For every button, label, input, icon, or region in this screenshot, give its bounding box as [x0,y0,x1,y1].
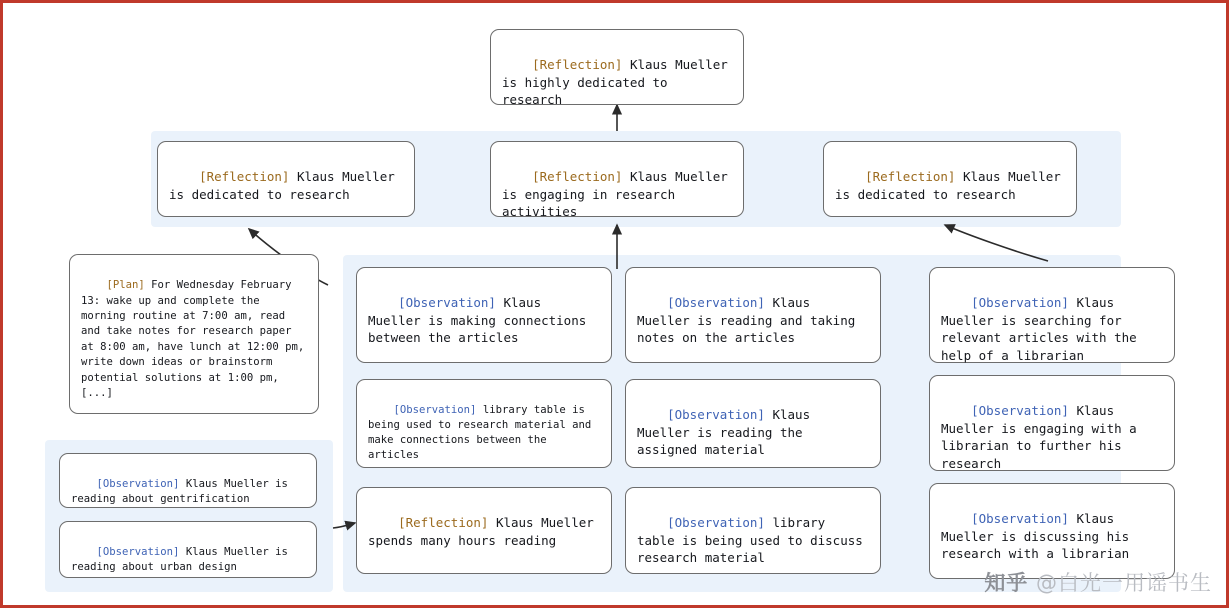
node-text: library table is being used to discuss research material [637,514,871,566]
node-tag: [Observation] [971,402,1069,418]
node-obs-discussing-librarian [929,483,1175,579]
node-obs-reading-notes [625,267,881,363]
node-tag: [Observation] [667,406,765,422]
node-tag: [Observation] [393,404,477,417]
node-text: Klaus Mueller is reading about gentrification [71,478,295,506]
node-text: Klaus Mueller is making connections between the articles [368,294,594,346]
node-reflection-center [490,141,744,220]
watermark-text: @白光一用谣书生 [1036,571,1212,595]
node-obs-library-table-connections [356,379,612,468]
node-text: Klaus Mueller is searching for relevant articles with the help of a librarian [941,294,1145,363]
node-tag: [Reflection] [532,56,623,72]
node-top-reflection [490,29,744,108]
node-tag: [Reflection] [199,168,290,184]
node-text: For Wednesday February 13: wake up and complete the morning routine at 7:00 am, read and take notes for research paper at 8:00 am, have lunch at 12:00 pm, write down ideas or brainstorm potential solutions at 1:00 pm, [...] [81,279,311,399]
node-obs-library-table-discuss [625,487,881,574]
watermark [984,567,1212,597]
node-tag: [Observation] [667,514,765,530]
node-text: Klaus Mueller is reading about urban design [71,546,295,574]
node-tag: [Observation] [96,546,180,559]
node-obs-searching-articles [929,267,1175,363]
node-text: Klaus Mueller is reading the assigned material [637,406,818,458]
node-obs-urban-design [59,521,317,578]
node-obs-connections [356,267,612,363]
node-plan [69,254,319,414]
node-text: Klaus Mueller is engaging with a librarian to further his research [941,402,1145,471]
node-tag: [Reflection] [398,514,489,530]
node-tag: [Reflection] [865,168,956,184]
node-reflection-right [823,141,1077,217]
node-text: library table is being used to research material and make connections between the articles [368,404,598,462]
node-tag: [Observation] [96,478,180,491]
node-text: Klaus Mueller is highly dedicated to research [502,56,736,108]
node-tag: [Observation] [398,294,496,310]
node-obs-engaging-librarian [929,375,1175,471]
node-tag: [Reflection] [532,168,623,184]
node-reflection-left [157,141,415,217]
node-text: Klaus Mueller is discussing his research with a librarian [941,510,1137,562]
node-tag: [Observation] [971,294,1069,310]
node-obs-gentrification [59,453,317,508]
node-text: Klaus Mueller is reading and taking notes on the articles [637,294,863,346]
watermark-logo: 知乎 [984,571,1029,595]
node-tag: [Observation] [667,294,765,310]
node-reflection-hours-reading [356,487,612,574]
node-tag: [Observation] [971,510,1069,526]
node-text: Klaus Mueller spends many hours reading [368,514,602,548]
node-text: Klaus Mueller is dedicated to research [169,168,403,202]
node-text: Klaus Mueller is engaging in research activities [502,168,736,220]
node-text: Klaus Mueller is dedicated to research [835,168,1069,202]
node-tag: [Plan] [106,279,145,292]
node-obs-assigned-material [625,379,881,468]
